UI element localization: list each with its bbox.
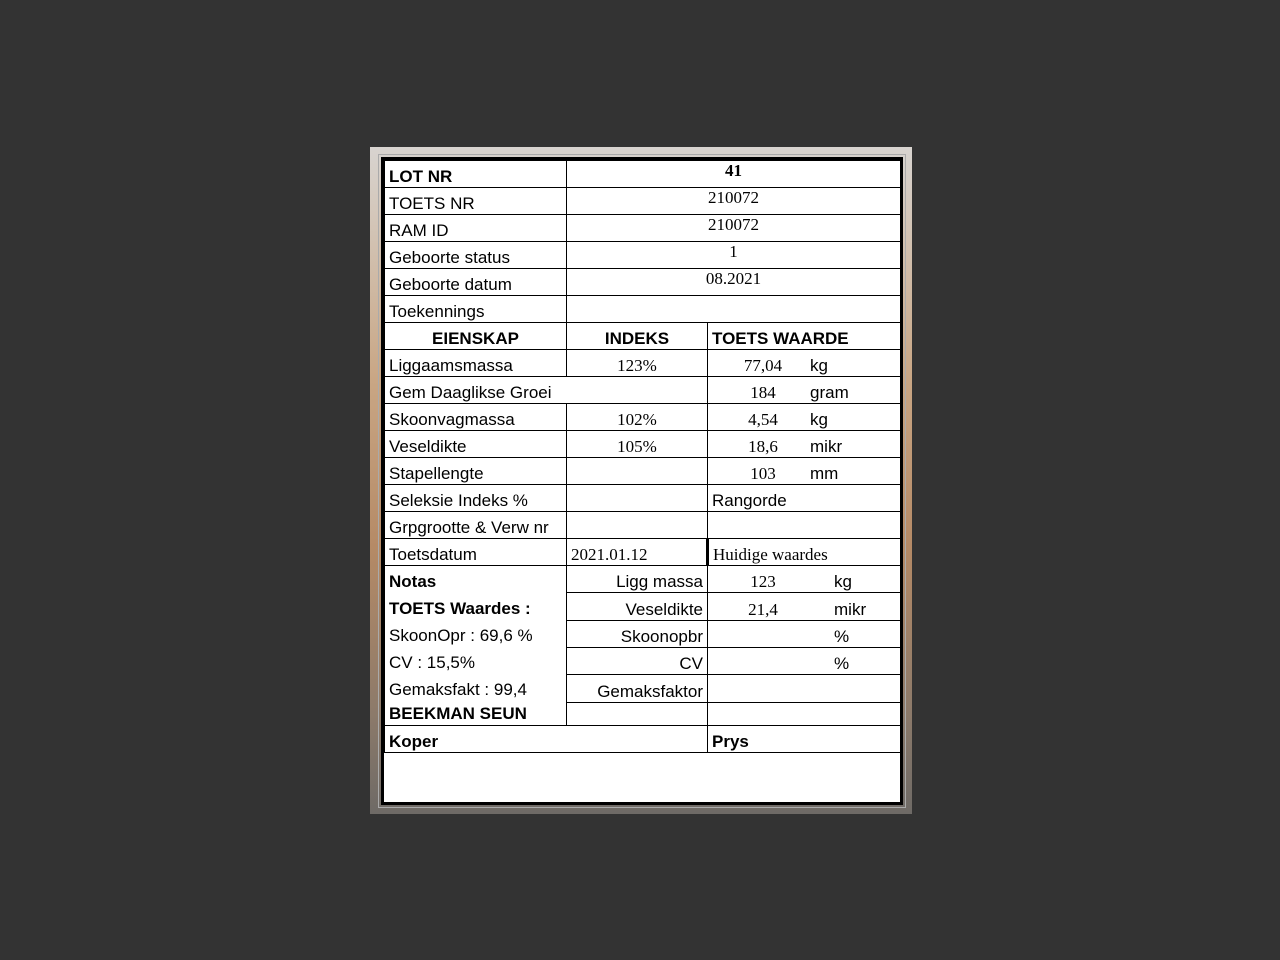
trait-unit: gram — [810, 383, 849, 402]
trait-indeks: 102% — [567, 404, 708, 431]
current-label: CV — [567, 647, 708, 674]
current-value-cell — [708, 566, 901, 593]
row-toetsdatum — [385, 539, 901, 566]
geboorte-datum-value: 08.2021 — [567, 269, 901, 296]
trait-name: Stapellengte — [385, 458, 567, 485]
notes-line: TOETS Waardes : — [389, 599, 531, 618]
prys-label: Prys — [708, 726, 901, 753]
grpgrootte-value — [567, 512, 708, 539]
current-value-cell — [708, 593, 901, 620]
notes-line: CV : 15,5% — [389, 653, 475, 672]
current-unit: % — [834, 626, 850, 646]
trait-value: 77,04 — [743, 356, 783, 375]
seleksie-indeks-value — [567, 485, 708, 512]
trait-value: 184 — [750, 383, 776, 402]
current-value: 123 — [750, 572, 776, 592]
current-value-cell — [708, 620, 901, 647]
trait-value-cell — [708, 350, 901, 377]
row-toets-nr — [385, 188, 901, 215]
row-seleksie-indeks — [385, 485, 901, 512]
huidige-waardes-label: Huidige waardes — [708, 539, 901, 566]
geboorte-status-label: Geboorte status — [385, 242, 567, 269]
grpgrootte-label: Grpgrootte & Verw nr — [385, 512, 567, 539]
trait-value-cell — [708, 377, 901, 404]
column-header-row — [385, 323, 901, 350]
trait-unit: mm — [810, 464, 839, 483]
ram-id-label: RAM ID — [385, 215, 567, 242]
trait-value-cell — [708, 431, 901, 458]
trait-unit: kg — [810, 410, 828, 429]
notes-title: Notas — [389, 572, 437, 591]
current-unit: mikr — [834, 599, 867, 619]
current-unit: kg — [834, 572, 852, 592]
current-label: Veseldikte — [567, 593, 708, 620]
trait-row — [385, 404, 901, 431]
toetsdatum-label: Toetsdatum — [385, 539, 567, 566]
current-value-cell — [708, 702, 901, 725]
row-lot-nr — [385, 161, 901, 188]
notes-line: SkoonOpr : 69,6 % — [389, 626, 533, 645]
row-geboorte-datum — [385, 269, 901, 296]
row-toekennings — [385, 296, 901, 323]
row-geboorte-status — [385, 242, 901, 269]
trait-value: 18,6 — [748, 437, 778, 456]
trait-row — [385, 350, 901, 377]
trait-indeks — [567, 458, 708, 485]
seleksie-indeks-label: Seleksie Indeks % — [385, 485, 567, 512]
current-unit: % — [834, 654, 850, 674]
ram-info-table — [384, 160, 901, 753]
current-value-cell — [708, 647, 901, 674]
footer-row — [385, 726, 901, 753]
koper-label: Koper — [385, 726, 708, 753]
toetsdatum-value: 2021.01.12 — [567, 539, 708, 566]
trait-row — [385, 458, 901, 485]
trait-row — [385, 377, 901, 404]
trait-name: Skoonvagmassa — [385, 404, 567, 431]
trait-unit: kg — [810, 356, 828, 375]
rangorde-label: Rangorde — [708, 485, 901, 512]
trait-value-cell — [708, 404, 901, 431]
current-row — [385, 566, 901, 593]
notes-block — [385, 566, 567, 726]
trait-row — [385, 431, 901, 458]
current-value-cell — [708, 675, 901, 702]
current-label: Gemaksfaktor — [567, 675, 708, 702]
breeder-name: BEEKMAN SEUN — [389, 704, 527, 723]
toets-nr-value: 210072 — [567, 188, 901, 215]
grpgrootte-extra — [708, 512, 901, 539]
row-grpgrootte — [385, 512, 901, 539]
toets-nr-label: TOETS NR — [385, 188, 567, 215]
current-value: 21,4 — [748, 599, 778, 619]
trait-value: 4,54 — [748, 410, 778, 429]
lot-nr-label: LOT NR — [385, 161, 567, 188]
geboorte-status-value: 1 — [567, 242, 901, 269]
trait-name: Liggaamsmassa — [385, 350, 567, 377]
toekennings-label: Toekennings — [385, 296, 567, 323]
trait-name: Veseldikte — [385, 431, 567, 458]
trait-value: 103 — [750, 464, 776, 483]
geboorte-datum-label: Geboorte datum — [385, 269, 567, 296]
ram-id-value: 210072 — [567, 215, 901, 242]
notes-line: Gemaksfakt : 99,4 — [389, 680, 527, 699]
trait-name: Gem Daaglikse Groei — [385, 377, 708, 404]
current-label: Skoonopbr — [567, 620, 708, 647]
trait-unit: mikr — [810, 437, 843, 456]
trait-value-cell — [708, 458, 901, 485]
header-eienskap: EIENSKAP — [385, 323, 567, 350]
row-ram-id — [385, 215, 901, 242]
trait-indeks: 123% — [567, 350, 708, 377]
header-indeks: INDEKS — [567, 323, 708, 350]
current-label — [567, 702, 708, 725]
trait-indeks: 105% — [567, 431, 708, 458]
current-label: Ligg massa — [567, 566, 708, 593]
lot-nr-value: 41 — [567, 161, 901, 188]
header-toets-waarde: TOETS WAARDE — [708, 323, 901, 350]
toekennings-value — [567, 296, 901, 323]
